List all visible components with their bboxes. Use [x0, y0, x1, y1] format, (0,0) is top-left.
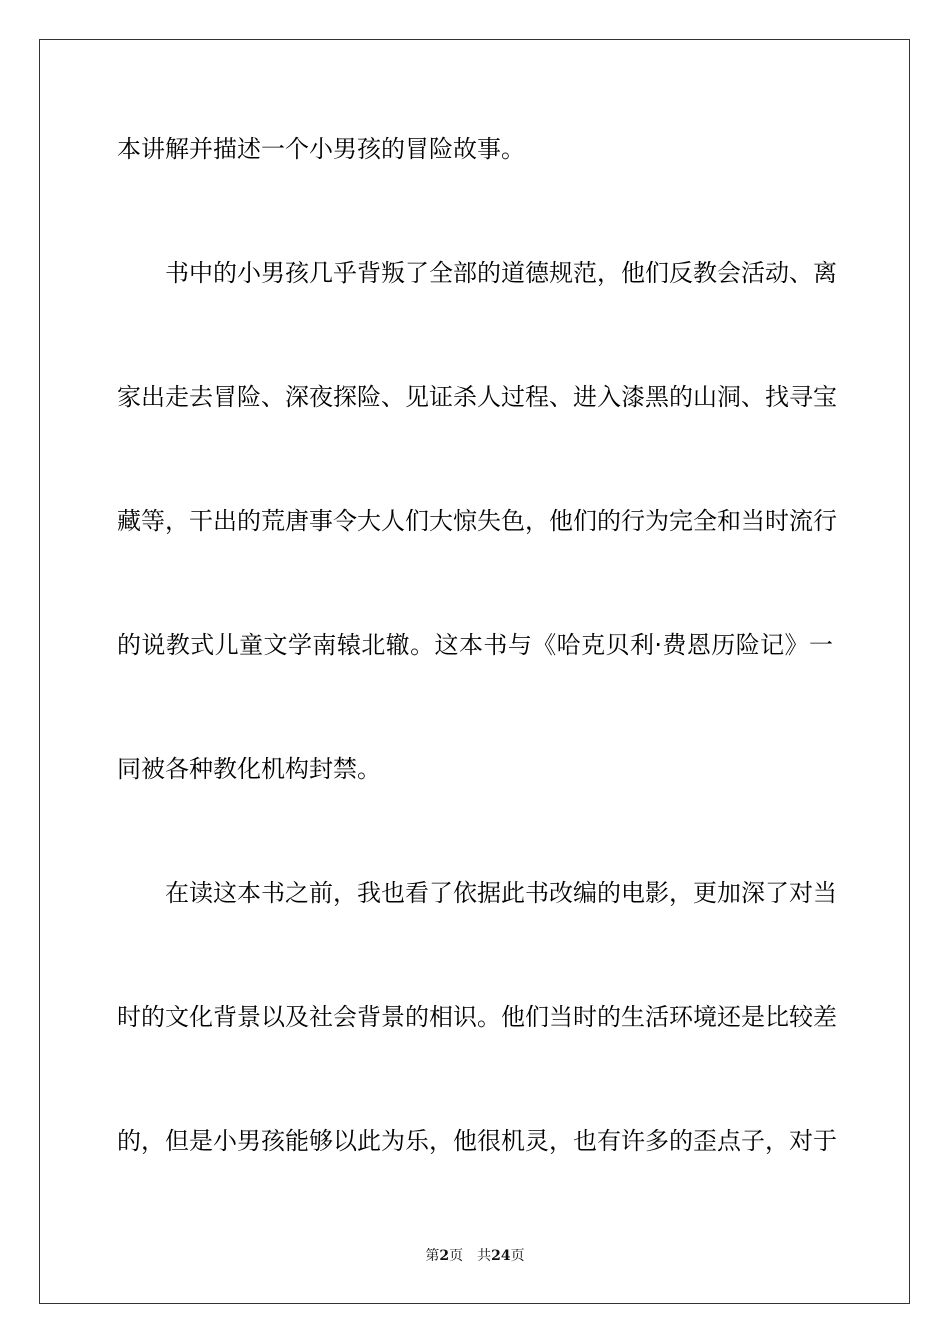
- paragraph-line-5: 的说教式儿童文学南辕北辙。这本书与《哈克贝利·费恩历险记》一: [117, 631, 833, 659]
- paragraph-line-9: 的，但是小男孩能够以此为乐，他很机灵，也有许多的歪点子，对于: [117, 1127, 837, 1155]
- paragraph-line-7: 在读这本书之前，我也看了依据此书改编的电影，更加深了对当: [165, 879, 837, 907]
- footer-total-suffix: 页: [510, 1248, 525, 1264]
- paragraph-line-2: 书中的小男孩几乎背叛了全部的道德规范，他们反教会活动、离: [165, 259, 837, 287]
- paragraph-line-8: 时的文化背景以及社会背景的相识。他们当时的生活环境还是比较差: [117, 1003, 837, 1031]
- footer-total-pages: 24: [491, 1248, 511, 1264]
- paragraph-line-3: 家出走去冒险、深夜探险、见证杀人过程、进入漆黑的山洞、找寻宝: [117, 383, 837, 411]
- footer-total-prefix: 共: [477, 1248, 492, 1264]
- page-footer: [0, 1247, 950, 1265]
- paragraph-line-1: 本讲解并描述一个小男孩的冒险故事。: [117, 135, 525, 163]
- footer-page-suffix: 页: [449, 1248, 464, 1264]
- footer-page-number: 2: [439, 1248, 450, 1264]
- paragraph-line-4: 藏等，干出的荒唐事令大人们大惊失色，他们的行为完全和当时流行: [117, 507, 837, 535]
- paragraph-line-6: 同被各种教化机构封禁。: [117, 755, 381, 783]
- footer-page-prefix: 第: [425, 1248, 440, 1264]
- page-frame: [39, 39, 910, 1304]
